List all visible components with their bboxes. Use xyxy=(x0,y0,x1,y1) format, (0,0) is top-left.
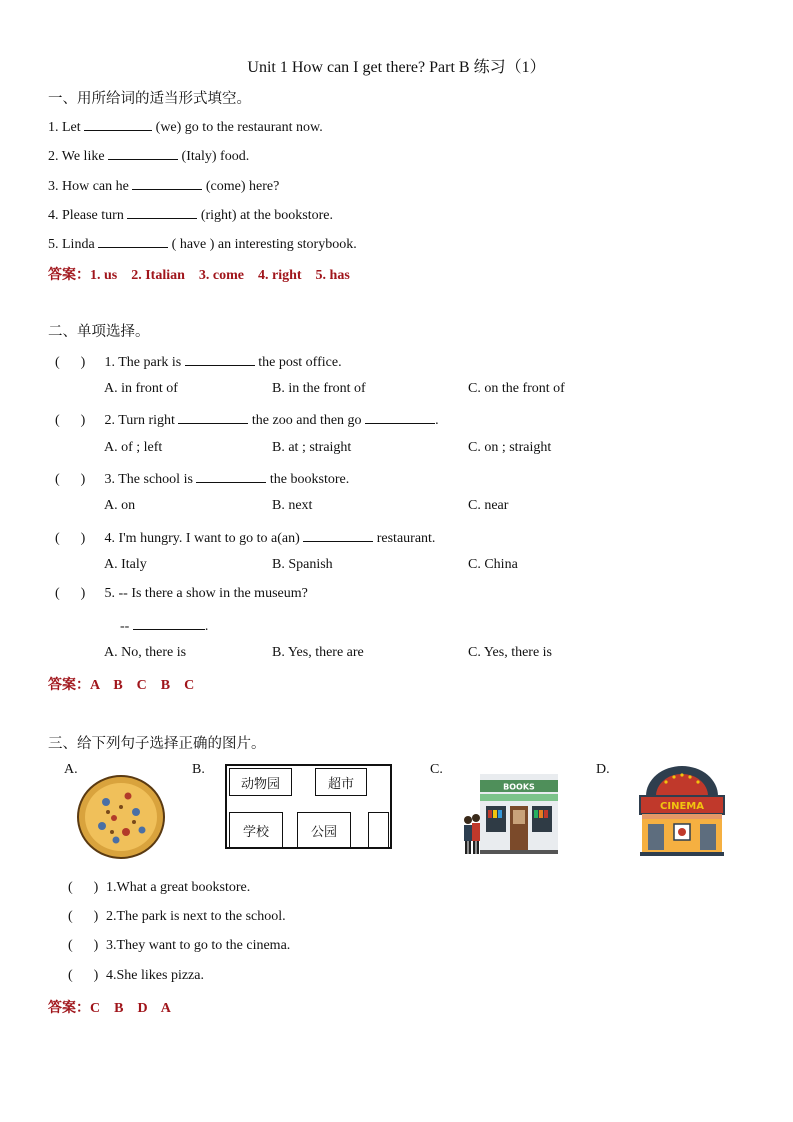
s3-item-2-text: 2.The park is next to the school. xyxy=(106,909,286,924)
s2-q3 xyxy=(55,469,349,488)
s3-item-3-text: 3.They want to go to the cinema. xyxy=(106,938,291,953)
s2-q1-option-b[interactable]: B. in the front of xyxy=(272,381,366,396)
s3-item-1 xyxy=(68,880,250,896)
s2-answer-label: 答案： xyxy=(48,677,90,693)
map-building xyxy=(368,812,389,848)
s1-item-2-before: 2. We like xyxy=(48,149,105,164)
cinema-icon[interactable] xyxy=(636,762,728,856)
s1-item-3-blank[interactable] xyxy=(132,176,202,190)
s2-q4-before: 4. I'm hungry. I want to go to a(an) xyxy=(104,531,300,546)
s1-item-4-blank[interactable] xyxy=(127,205,197,219)
s2-q1-paren[interactable]: ( ) xyxy=(55,355,86,370)
s3-item-1-paren[interactable]: ( ) xyxy=(68,880,99,895)
s2-q2-mid: the zoo and then go xyxy=(251,413,362,428)
s2-q2-option-b[interactable]: B. at ; straight xyxy=(272,440,352,455)
s2-q1-before: 1. The park is xyxy=(104,355,182,370)
s2-q5 xyxy=(55,586,308,602)
bookstore-sign: BOOKS xyxy=(503,782,535,792)
s1-item-5-blank[interactable] xyxy=(98,234,168,248)
s2-q4-after: restaurant. xyxy=(376,531,436,546)
s2-q3-option-b[interactable]: B. next xyxy=(272,498,313,513)
s1-answer xyxy=(48,264,350,284)
section1-heading: 一、用所给词的适当形式填空。 xyxy=(48,91,251,107)
s2-q1-option-a[interactable]: A. in front of xyxy=(104,381,178,396)
s1-item-3-before: 3. How can he xyxy=(48,179,129,194)
s2-q4-option-c[interactable]: C. China xyxy=(468,557,518,572)
s2-q5-option-a[interactable]: A. No, there is xyxy=(104,645,187,660)
s2-q2-paren[interactable]: ( ) xyxy=(55,413,86,428)
s2-q5-reply-dash: -- xyxy=(120,619,130,634)
s2-q3-before: 3. The school is xyxy=(104,472,193,487)
s3-answer-text: C B D A xyxy=(90,1001,171,1016)
pizza-icon[interactable] xyxy=(76,774,166,860)
bookstore-icon[interactable] xyxy=(458,770,560,856)
s3-item-4 xyxy=(68,968,204,984)
s1-item-1-after: (we) go to the restaurant now. xyxy=(155,120,323,135)
s1-answer-text: 1. us 2. Italian 3. come 4. right 5. has xyxy=(90,268,350,283)
s1-item-1-before: 1. Let xyxy=(48,120,81,135)
s3-item-4-text: 4.She likes pizza. xyxy=(106,968,204,983)
s2-answer-text: A B C B C xyxy=(90,678,195,693)
s3-item-2 xyxy=(68,909,286,925)
s2-q2-before: 2. Turn right xyxy=(104,413,175,428)
s2-q3-blank xyxy=(196,469,266,483)
s2-q2-option-c[interactable]: C. on ; straight xyxy=(468,440,552,455)
pic-label-d: D. xyxy=(596,762,610,777)
section2-heading: 二、单项选择。 xyxy=(48,324,150,340)
s2-q5-paren[interactable]: ( ) xyxy=(55,586,86,601)
s3-item-1-text: 1.What a great bookstore. xyxy=(106,880,251,895)
map-market: 超市 xyxy=(315,768,367,796)
s1-item-2 xyxy=(48,146,249,165)
s1-item-5-after: ( have ) an interesting storybook. xyxy=(171,237,357,252)
s2-q5-after: . xyxy=(204,619,209,634)
s2-q4 xyxy=(55,528,435,547)
s2-q2-option-a[interactable]: A. of ; left xyxy=(104,440,163,455)
s1-item-5 xyxy=(48,234,357,253)
pic-label-b: B. xyxy=(192,762,205,777)
s3-item-2-paren[interactable]: ( ) xyxy=(68,909,99,924)
s2-q5-option-b[interactable]: B. Yes, there are xyxy=(272,645,364,660)
pic-label-c: C. xyxy=(430,762,443,777)
s1-item-2-blank[interactable] xyxy=(108,146,178,160)
s2-q3-after: the bookstore. xyxy=(269,472,350,487)
s1-item-4-before: 4. Please turn xyxy=(48,208,124,223)
street-map[interactable] xyxy=(225,764,392,849)
s2-q3-option-a[interactable]: A. on xyxy=(104,498,136,513)
s2-q2-blank-2 xyxy=(365,410,435,424)
map-park: 公园 xyxy=(297,812,351,848)
s3-item-3-paren[interactable]: ( ) xyxy=(68,938,99,953)
s3-item-3 xyxy=(68,938,290,954)
s2-q5-blank xyxy=(133,616,205,630)
s2-q4-option-a[interactable]: A. Italy xyxy=(104,557,147,572)
s1-item-4-after: (right) at the bookstore. xyxy=(200,208,334,223)
s2-q4-paren[interactable]: ( ) xyxy=(55,531,86,546)
s2-q2-blank-1 xyxy=(178,410,248,424)
s1-item-2-after: (Italy) food. xyxy=(181,149,250,164)
s2-q3-option-c[interactable]: C. near xyxy=(468,498,509,513)
s1-item-5-before: 5. Linda xyxy=(48,237,95,252)
s2-q1-after: the post office. xyxy=(258,355,342,370)
s1-answer-label: 答案： xyxy=(48,267,90,283)
s1-item-1-blank[interactable] xyxy=(84,117,152,131)
s1-item-3-after: (come) here? xyxy=(205,179,280,194)
s2-q5-reply xyxy=(120,616,208,635)
s2-q1-option-c[interactable]: C. on the front of xyxy=(468,381,565,396)
pic-label-a: A. xyxy=(64,762,78,777)
s2-q5-before: 5. -- Is there a show in the museum? xyxy=(104,586,308,601)
s2-q3-paren[interactable]: ( ) xyxy=(55,472,86,487)
s2-q4-option-b[interactable]: B. Spanish xyxy=(272,557,333,572)
cinema-sign: CINEMA xyxy=(660,801,704,812)
s1-item-4 xyxy=(48,205,333,224)
s3-answer xyxy=(48,997,171,1017)
s2-q5-option-c[interactable]: C. Yes, there is xyxy=(468,645,553,660)
s3-item-4-paren[interactable]: ( ) xyxy=(68,968,99,983)
map-school: 学校 xyxy=(229,812,283,848)
s2-answer xyxy=(48,674,194,694)
s2-q1 xyxy=(55,352,342,371)
s2-q1-blank xyxy=(185,352,255,366)
s1-item-1 xyxy=(48,117,323,136)
section3-heading: 三、给下列句子选择正确的图片。 xyxy=(48,736,266,752)
s1-item-3 xyxy=(48,176,279,195)
map-zoo: 动物园 xyxy=(229,768,292,796)
s3-answer-label: 答案： xyxy=(48,1000,90,1016)
s2-q4-blank xyxy=(303,528,373,542)
s2-q2 xyxy=(55,410,439,429)
page-title: Unit 1 How can I get there? Part B 练习（1） xyxy=(247,59,546,76)
s2-q2-after: . xyxy=(435,413,439,428)
